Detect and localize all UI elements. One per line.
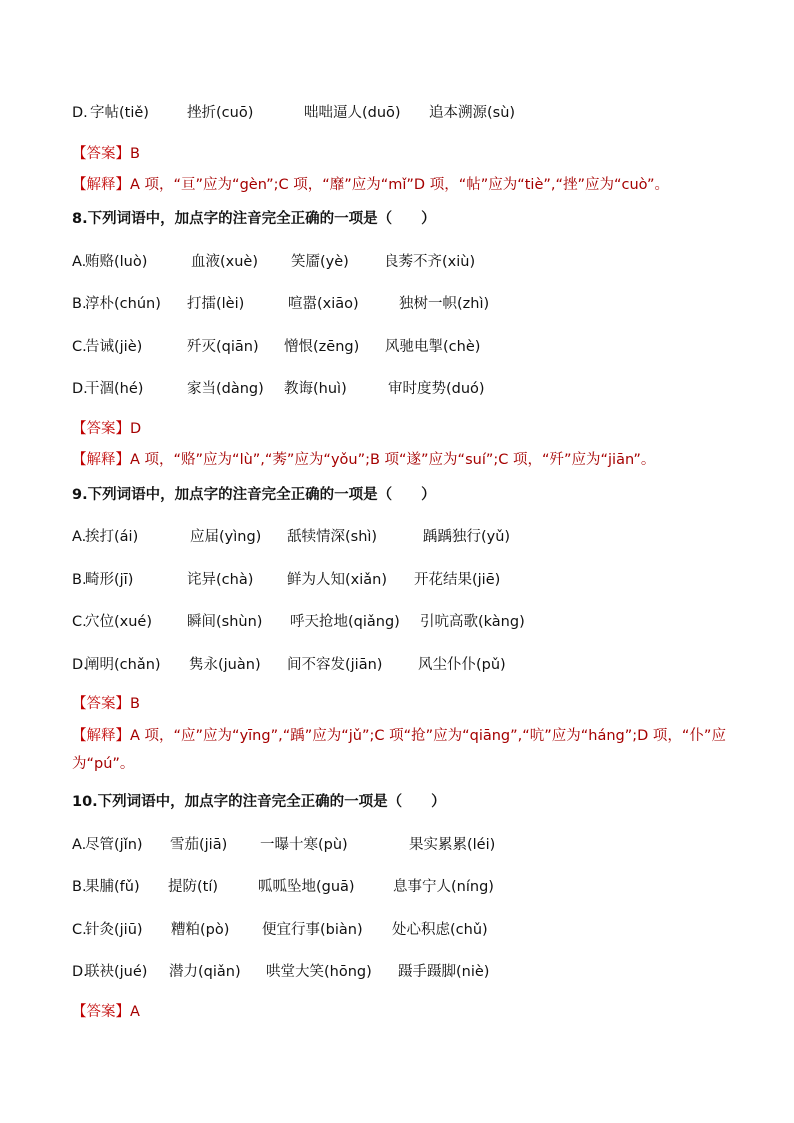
option-word: 呼天抢地(qiǎng) [290,614,400,630]
option-word: 果实累累(léi) [409,837,496,853]
option-word: 针灸(jiū) [85,922,143,938]
option-word: 淳朴(chún) [85,296,161,312]
q8-option-a [72,252,732,272]
explain-text: A 项，“赂”应为“lù”,“莠”应为“yǒu”;B 项“遂”应为“suí”;C 项，“歼”应为“jiān”。 [130,452,656,468]
option-word: 引吭高歌(kàng) [420,614,525,630]
explain-tag: 【解释】 [72,728,130,744]
explain-text: A 项，“应”应为“yīng”,“踽”应为“jǔ”;C 项“抢”应为“qiāng”,“吭”应为“háng”;D 项，“仆”应为“pú”。 [72,728,726,772]
option-word: 追本溯源(sù) [429,105,516,121]
option-word: 应届(yìng) [190,529,262,545]
option-word: 穴位(xué) [85,614,153,630]
option-label: A. [72,837,87,853]
q10-option-d [72,962,732,982]
option-word: 便宜行事(biàn) [262,922,363,938]
option-word: 憎恨(zēng) [284,339,360,355]
option-word: 联袂(jué) [85,964,148,980]
answer-value: D [130,421,142,437]
option-word: 良莠不齐(xiù) [384,254,476,270]
option-word: 咄咄逼人(duō) [304,105,401,121]
option-word: 风驰电掣(chè) [385,339,481,355]
q10-option-a [72,835,732,855]
option-word: 瞬间(shùn) [187,614,263,630]
option-word: 尽管(jǐn) [85,837,143,853]
q10-stem: 10.下列词语中，加点字的注音完全正确的一项是（ ） [72,794,446,810]
option-word: 歼灭(qiān) [187,339,259,355]
option-word: 打擂(lèi) [187,296,245,312]
option-word: 干涸(hé) [85,381,144,397]
q10-answer [72,1002,140,1022]
option-word: 糟粕(pò) [171,922,230,938]
option-word: 开花结果(jiē) [414,572,501,588]
option-word: 教诲(huì) [284,381,347,397]
option-word: 雪茄(jiā) [170,837,228,853]
q9-option-a [72,527,732,547]
q7-explanation [72,175,669,195]
option-label: B. [72,879,87,895]
answer-tag: 【答案】 [72,146,130,162]
answer-value: A [130,1004,140,1020]
option-word: 挫折(cuō) [187,105,254,121]
q8-option-b [72,294,732,314]
explain-tag: 【解释】 [72,452,130,468]
q9-option-d [72,655,732,675]
option-label: C. [72,614,87,630]
q8-answer [72,419,141,439]
option-word: 字帖(tiě) [90,105,149,121]
option-label: D. [72,381,88,397]
option-word: 舐犊情深(shì) [287,529,378,545]
option-word: 提防(tí) [168,879,219,895]
q8-stem: 8.下列词语中，加点字的注音完全正确的一项是（ ） [72,211,436,227]
option-label: B. [72,296,87,312]
option-word: 告诫(jiè) [85,339,143,355]
option-word: 处心积虑(chǔ) [392,922,488,938]
q10-option-b [72,877,732,897]
option-word: 间不容发(jiān) [287,657,383,673]
option-word: 鲜为人知(xiǎn) [287,572,387,588]
option-word: 潜力(qiǎn) [169,964,241,980]
option-word: 挨打(ái) [85,529,139,545]
option-word: 独树一帜(zhì) [399,296,490,312]
option-word: 诧异(chà) [187,572,254,588]
option-word: 家当(dàng) [187,381,264,397]
option-word: 贿赂(luò) [85,254,148,270]
q8-option-c [72,337,732,357]
option-word: 踽踽独行(yǔ) [423,529,511,545]
answer-tag: 【答案】 [72,696,130,712]
answer-tag: 【答案】 [72,1004,130,1020]
q9-option-b [72,570,732,590]
option-word: 蹑手蹑脚(niè) [398,964,490,980]
option-label: C. [72,922,87,938]
option-word: 果脯(fǔ) [85,879,140,895]
explain-text: A 项，“亘”应为“gèn”;C 项，“靡”应为“mǐ”D 项，“帖”应为“tiè”,“挫”应为“cuò”。 [130,177,670,193]
option-word: 风尘仆仆(pǔ) [418,657,506,673]
option-word: 隽永(juàn) [189,657,261,673]
q8-explanation [72,450,655,470]
option-word: 笑靥(yè) [291,254,349,270]
option-label: A. [72,529,87,545]
q9-explanation [72,722,727,778]
option-word: 喧嚣(xiāo) [288,296,359,312]
option-word: 血液(xuè) [191,254,259,270]
option-label: D. [72,105,88,121]
option-word: 审时度势(duó) [388,381,485,397]
option-word: 哄堂大笑(hōng) [266,964,372,980]
option-word: 畸形(jī) [85,572,134,588]
answer-tag: 【答案】 [72,421,130,437]
q8-option-d [72,379,732,399]
option-word: 息事宁人(níng) [393,879,494,895]
option-label: C. [72,339,87,355]
option-label: B. [72,572,87,588]
q9-stem: 9.下列词语中，加点字的注音完全正确的一项是（ ） [72,487,436,503]
option-word: 阐明(chǎn) [85,657,161,673]
q9-answer [72,694,140,714]
option-word: 呱呱坠地(guā) [258,879,355,895]
option-label: D. [72,964,88,980]
answer-value: B [130,146,140,162]
q9-option-c [72,612,732,632]
q7-option-d [72,103,732,123]
q10-option-c [72,920,732,940]
option-word: 一曝十寒(pù) [260,837,348,853]
answer-value: B [130,696,140,712]
option-label: D. [72,657,88,673]
explain-tag: 【解释】 [72,177,130,193]
q7-answer [72,144,140,164]
option-label: A. [72,254,87,270]
